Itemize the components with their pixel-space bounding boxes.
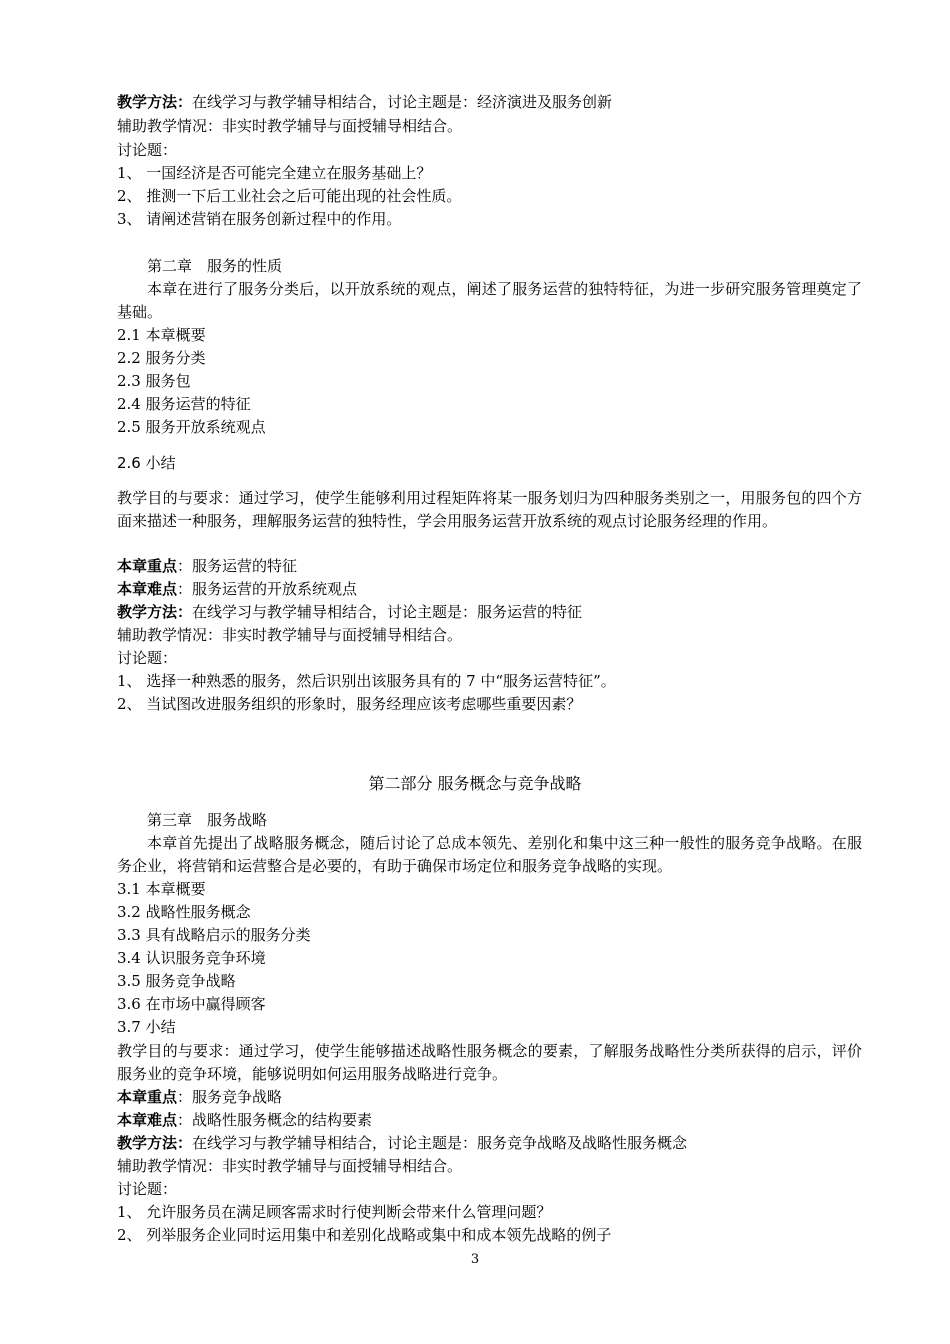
page-number: 3 bbox=[470, 1252, 480, 1267]
key-point-label: 本章重点 bbox=[117, 1088, 178, 1106]
key-point-text: ：服务运营的特征 bbox=[177, 557, 298, 575]
section-item: 3.2 战略性服务概念 bbox=[117, 903, 251, 921]
discussion-question: 2、 当试图改进服务组织的形象时，服务经理应该考虑哪些重要因素？ bbox=[117, 695, 582, 713]
discussion-label: 讨论题： bbox=[117, 141, 178, 159]
discussion-question: 1、 选择一种熟悉的服务，然后识别出该服务具有的 7 中“服务运营特征”。 bbox=[117, 672, 616, 690]
section-item: 2.5 服务开放系统观点 bbox=[117, 418, 266, 436]
section-item: 3.6 在市场中赢得顾客 bbox=[117, 995, 266, 1013]
discussion-question: 1、 允许服务员在满足顾客需求时行使判断会带来什么管理问题？ bbox=[117, 1203, 552, 1221]
teaching-method-line bbox=[117, 92, 612, 112]
teaching-method-label: 教学方法： bbox=[117, 1134, 193, 1152]
discussion-question: 3、 请阐述营销在服务创新过程中的作用。 bbox=[117, 210, 402, 228]
aux-teaching-line: 辅助教学情况：非实时教学辅导与面授辅导相结合。 bbox=[117, 1157, 463, 1175]
section-item: 3.7 小结 bbox=[117, 1018, 176, 1036]
teaching-method-label: 教学方法： bbox=[117, 93, 193, 111]
aux-teaching-line: 辅助教学情况：非实时教学辅导与面授辅导相结合。 bbox=[117, 626, 463, 644]
section-item: 2.3 服务包 bbox=[117, 372, 191, 390]
discussion-question: 2、 列举服务企业同时运用集中和差别化战略或集中和成本领先战略的例子 bbox=[117, 1226, 612, 1244]
section-item: 3.3 具有战略启示的服务分类 bbox=[117, 926, 311, 944]
difficulty-label: 本章难点 bbox=[117, 580, 178, 598]
teaching-method-line bbox=[117, 602, 582, 622]
teaching-method-text: 战略性服务概念 bbox=[582, 1134, 688, 1152]
section-item: 3.1 本章概要 bbox=[117, 880, 206, 898]
section-item: 2.2 服务分类 bbox=[117, 349, 206, 367]
section-item: 3.5 服务竞争战略 bbox=[117, 972, 236, 990]
difficulty-text: ：战略性服务概念的结构要素 bbox=[177, 1111, 373, 1129]
aux-teaching-line: 辅助教学情况：非实时教学辅导与面授辅导相结合。 bbox=[117, 117, 463, 135]
discussion-label: 讨论题： bbox=[117, 1180, 178, 1198]
teaching-objectives: 教学目的与要求：通过学习，使学生能够利用过程矩阵将某一服务划归为四种服务类别之一，用服务包的四个方面来描述一种服务，理解服务运营的独特性，学会用服务运营开放系统的观点讨论服务经理的作用。 bbox=[117, 489, 862, 530]
teaching-objectives: 教学目的与要求：通过学习，使学生能够描述战略性服务概念的要素，了解服务战略性分类所获得的启示，评价服务业的竞争环境，能够说明如何运用服务战略进行竞争。 bbox=[117, 1042, 862, 1083]
chapter-intro: 本章在进行了服务分类后，以开放系统的观点，阐述了服务运营的独特特征，为进一步研究服务管理奠定了基础。 bbox=[117, 280, 862, 321]
section-item: 2.4 服务运营的特征 bbox=[117, 395, 251, 413]
discussion-question: 2、 推测一下后工业社会之后可能出现的社会性质。 bbox=[117, 187, 462, 205]
section-item bbox=[117, 453, 176, 473]
difficulty-text: ：服务运营的开放系统观点 bbox=[177, 580, 358, 598]
section-title: 小结 bbox=[140, 454, 176, 472]
chapter-heading: 第二章 服务的性质 bbox=[147, 257, 283, 275]
part-title: 第二部分 服务概念与竞争战略 bbox=[368, 774, 582, 793]
key-point-text: ：服务竞争战略 bbox=[177, 1088, 283, 1106]
section-number: 2.6 bbox=[117, 454, 141, 472]
chapter-heading: 第三章 服务战略 bbox=[147, 811, 268, 829]
key-point-line bbox=[117, 556, 297, 576]
difficulty-line bbox=[117, 579, 357, 599]
difficulty-label: 本章难点 bbox=[117, 1111, 178, 1129]
teaching-method-text: 在线学习与教学辅导相结合，讨论主题是：经济演进及服务创新 bbox=[192, 93, 613, 111]
teaching-method-connector: 及 bbox=[567, 1134, 583, 1152]
teaching-method-text: 在线学习与教学辅导相结合，讨论主题是：服务运营的特征 bbox=[192, 603, 583, 621]
key-point-label: 本章重点 bbox=[117, 557, 178, 575]
section-item: 3.4 认识服务竞争环境 bbox=[117, 949, 266, 967]
key-point-line bbox=[117, 1087, 282, 1107]
teaching-method-line bbox=[117, 1133, 687, 1153]
difficulty-line bbox=[117, 1110, 372, 1130]
section-item: 2.1 本章概要 bbox=[117, 326, 206, 344]
teaching-method-text: 在线学习与教学辅导相结合，讨论主题是：服务竞争战略 bbox=[192, 1134, 568, 1152]
teaching-method-label: 教学方法： bbox=[117, 603, 193, 621]
discussion-label: 讨论题： bbox=[117, 649, 178, 667]
chapter-intro: 本章首先提出了战略服务概念，随后讨论了总成本领先、差别化和集中这三种一般性的服务竞争战略。在服务企业，将营销和运营整合是必要的，有助于确保市场定位和服务竞争战略的实现。 bbox=[117, 834, 862, 875]
discussion-question: 1、 一国经济是否可能完全建立在服务基础上？ bbox=[117, 164, 432, 182]
